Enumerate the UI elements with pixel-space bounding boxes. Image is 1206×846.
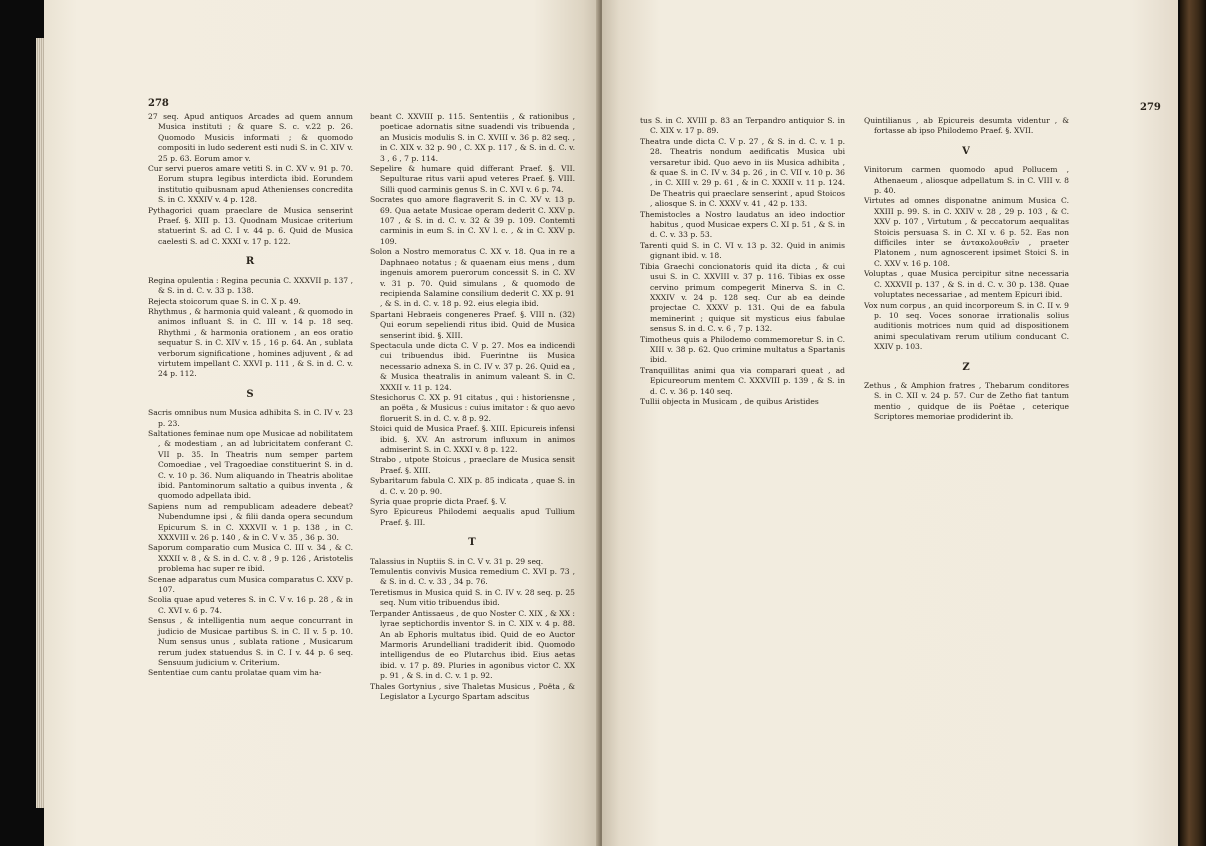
index-entry: tus S. in C. XVIII p. 83 an Terpandro antiquior S. in C. XIX v. 17 p. 89.: [640, 116, 845, 136]
index-entry: Scenae adparatus cum Musica comparatus C. XXV p. 107.: [148, 574, 353, 595]
page-number-left: 278: [148, 98, 169, 109]
index-entry: Sententiae cum cantu prolatae quam vim ha-: [148, 668, 322, 678]
index-entry: Terpander Antissaeus , de quo Noster C. XIX , & XX : lyrae septichordis inventor S. in C. XIX v. 4 p. 88. An ab Ephoris multatus ibid. Quid de eo Auctor Marmoris Arundelliani tradiderit ibid. Quomodo intelligendus de eo Plutarchus ibid. Eius aetas ibid. v. 17 p. 89. Pluries in agonibus victor C. XX p. 91 , & S. in d. C. v. 1 p. 92.: [370, 608, 575, 681]
right-page: [602, 0, 1178, 846]
index-entry: Timotheus quis a Philodemo commemoretur S. in C. XIII v. 38 p. 62. Quo crimine multatus a Spartanis ibid.: [640, 334, 845, 365]
index-section-letter: S: [246, 388, 255, 400]
index-entry: Sacris omnibus num Musica adhibita S. in C. IV v. 23 p. 23.: [148, 408, 353, 428]
index-entry: Syro Epicureus Philodemi aequalis apud Tullium Praef. §. III.: [370, 507, 575, 527]
index-entry: Tullii objecta in Musicam , de quibus Aristides: [640, 396, 819, 406]
index-entry: Saporum comparatio cum Musica C. III v. 34 , & C. XXXII v. 8 , & S. in d. C. v. 8 , 9 p. 126 , Aristotelis problema hac super re ibid.: [148, 543, 353, 574]
index-entry: Voluptas , quae Musica percipitur sitne necessaria C. XXXVII p. 137 , & S. in d. C. v. 30 p. 138. Quae voluptates necessariae , ad mentem Epicuri ibid.: [864, 269, 1069, 300]
index-section-letter: V: [962, 145, 971, 157]
index-entry: Tranquillitas animi qua via comparari queat , ad Epicureorum mentem C. XXXVIII p. 139 , & S. in d. C. v. 36 p. 140 seq.: [640, 365, 845, 396]
page-number-right: 279: [1140, 102, 1161, 113]
index-entry: Quintilianus , ab Epicureis desumta videntur , & fortasse ab ipso Philodemo Praef. §. XVII.: [864, 116, 1069, 136]
index-entry: Tarenti quid S. in C. VI v. 13 p. 32. Quid in animis gignant ibid. v. 18.: [640, 240, 845, 261]
index-entry: Virtutes ad omnes disponatne animum Musica C. XXIII p. 99. S. in C. XXIV v. 28 , 29 p. 103 , & C. XXV p. 107 , Virtutum , & peccatorum aequalitas Stoicis persuasa S. in C. XI v. 6 p. 52. Eas non difficiles inter se ἀντακολουθεῖν , praeter Platonem , num agnoscerent ipsimet Stoici S. in C. XXV v. 16 p. 108.: [864, 196, 1069, 268]
index-entry: Thales Gortynius , sive Thaletas Musicus , Poëta , & Legislator a Lycurgo Spartam adscitus: [370, 681, 575, 701]
index-entry: Rhythmus , & harmonia quid valeant , & quomodo in animos influant S. in C. III v. 14 p. 18 seq. Rhythmi , & harmonia orationem , an eos oratio sequatur S. in C. XIV v. 15 , 16 p. 64. An , sublata verborum significatione , homines adjuvent , & ad virtutem impellant C. XXVI p. 111 , & S. in d. C. v. 24 p. 112.: [148, 306, 353, 379]
index-entry: Talassius in Nuptiis S. in C. V v. 31 p. 29 seq.: [370, 556, 544, 566]
index-entry: Sapiens num ad rempublicam adeadere debeat? Nubendumne ipsi , & filii danda opera secundum Epicurum S. in C. XXXVII v. 1 p. 138 , in C. XXXVIII v. 26 p. 140 , & in C. V v. 35 , 36 p. 30.: [148, 501, 353, 543]
index-section-letter: R: [245, 256, 256, 268]
index-entry: Stesichorus C. XX p. 91 citatus , qui : historiensne , an poëta , & Musicus : cuius imitator : & quo aevo floruerit S. in d. C. v. 8 p. 92.: [370, 392, 575, 423]
index-entry: Sepelire & humare quid differant Praef. §. VII. Sepulturae ritus varii apud veteres Praef. §. VIII. Silli quod carminis genus S. in C. XVI v. 6 p. 74.: [370, 164, 575, 194]
index-entry: Zethus , & Amphion fratres , Thebarum conditores S. in C. XII v. 24 p. 57. Cur de Zetho fiat tantum mentio , quidque de iis Poëtae , ceterique Scriptores memoriae prodiderint ib.: [864, 380, 1069, 422]
index-entry: Themistocles a Nostro laudatus an ideo indoctior habitus , quod Musicae expers C. XI p. 51 , & S. in d. C. v. 33 p. 53.: [640, 209, 845, 240]
index-entry: Vox num corpus , an quid incorporeum S. in C. II v. 9 p. 10 seq. Voces sonorae irrationalis solius auditionis motrices num quid ad dispositionem animi speculativam rerum utilium conducant C. XXIV p. 103.: [864, 300, 1069, 352]
index-entry: Vinitorum carmen quomodo apud Pollucem , Athenaeum , aliosque adpellatum S. in C. VIII v. 8 p. 40.: [864, 165, 1069, 196]
index-entry: Stoici quid de Musica Praef. §. XIII. Epicureis infensi ibid. §. XV. An astrorum influxum in animos admiserint S. in C. XXXI v. 8 p. 122.: [370, 424, 575, 454]
index-entry: Sybaritarum fabula C. XIX p. 85 indicata , quae S. in d. C. v. 20 p. 90.: [370, 476, 575, 496]
index-entry: Theatra unde dicta C. V p. 27 , & S. in d. C. v. 1 p. 28. Theatris nondum aedificatis Musica ubi versaretur ibid. Quo aevo in iis Musica adhibita , & quae S. in C. IV v. 34 p. 26 , in C. VII v. 10 p. 36 , in C. XIII v. 29 p. 61 , & in C. XXXII v. 11 p. 124. De Theatris qui praeclare senserint , apud Stoicos , aliosque S. in C. XXXV v. 41 , 42 p. 133.: [640, 136, 845, 209]
index-entry: Tibia Graechi concionatoris quid ita dicta , & cui usui S. in C. XXVIII v. 37 p. 116. Tibias ex osse cervino primum compegerit Minerva S. in C. XXXIV v. 24 p. 128 seq. Cur ab ea deinde projectae C. XXXV p. 131. Qui de ea fabula meminerint ; quique sit mysticus eius fabulae sensus S. in d. C. v. 6 , 7 p. 132.: [640, 261, 845, 334]
index-entry: Scolia quae apud veteres S. in C. V v. 16 p. 28 , & in C. XVI v. 6 p. 74.: [148, 595, 353, 615]
index-entry: beant C. XXVIII p. 115. Sententiis , & rationibus , poeticae adornatis sitne suadendi vis tribuenda , an Musicis modulis S. in C. XVIII v. 36 p. 82 seq. , in C. XIX v. 32 p. 90 , C. XX p. 117 , & S. in d. C. v. 3 , 6 , 7 p. 114.: [370, 112, 575, 163]
left-page-column-2: [370, 112, 575, 802]
index-entry: Regina opulentia : Regina pecunia C. XXXVII p. 137 , & S. in d. C. v. 33 p. 138.: [148, 275, 353, 296]
index-section-letter: Z: [962, 361, 971, 373]
index-section-letter: T: [468, 537, 477, 549]
index-entry: Strabo , utpote Stoicus , praeclare de Musica sensit Praef. §. XIII.: [370, 455, 575, 475]
index-entry: Spartani Hebraeis congeneres Praef. §. VIII n. (32) Qui eorum sepeliendi ritus ibid. Quid de Musica senserint ibid. §. XIII.: [370, 309, 575, 340]
index-entry: 27 seq. Apud antiquos Arcades ad quem annum Musica instituti ; & quare S. c. v.22 p. 26. Quomodo Musicis informati ; & quomodo compositi in ludo sederent esti nudi S. in C. XIV v. 25 p. 63. Eorum amor v.: [148, 112, 353, 163]
index-entry: Rejecta stoicorum quae S. in C. X p. 49.: [148, 296, 301, 306]
right-page-column-2: [864, 116, 1069, 806]
left-page-column-1: [148, 112, 353, 802]
index-entry: Saltationes feminae num ope Musicae ad nobilitatem , & modestiam , an ad lubricitatem conferant C. VII p. 35. In Theatris num semper partem Comoediae , vel Tragoediae constituerint S. in d. C. v. 10 p. 36. Num aliquando in Theatris abolitae ibid. Pantominorum saltatio a quibus inventa , & quomodo adpellata ibid.: [148, 428, 353, 501]
right-page-column-1: [640, 116, 845, 806]
index-entry: Pythagorici quam praeclare de Musica senserint Praef. §. XIII p. 13. Quodnam Musicae criterium statuerint S. ad C. I v. 44 p. 6. Quid de Musica caelesti S. ad C. XXXI v. 17 p. 122.: [148, 205, 353, 246]
index-entry: Socrates quo amore flagraverit S. in C. XV v. 13 p. 69. Qua aetate Musicae operam dederit C. XXV p. 107 , & S. in d. C. v. 32 & 39 p. 109. Contemti carminis in eum S. in C. XV l. c. , & in C. XXV p. 109.: [370, 195, 575, 246]
index-entry: Temulentis convivis Musica remedium C. XVI p. 73 , & S. in d. C. v. 33 , 34 p. 76.: [370, 567, 575, 587]
index-entry: Teretismus in Musica quid S. in C. IV v. 28 seq. p. 25 seq. Num vitio tribuendus ibid.: [370, 587, 575, 608]
left-page: [44, 0, 600, 846]
index-entry: Spectacula unde dicta C. V p. 27. Mos ea indicendi cui tribuendus ibid. Fuerintne iis Musica necessario adnexa S. in C. IV v. 37 p. 26. Quid ea , & Musica theatralis in animum valeant S. in C. XXXII v. 11 p. 124.: [370, 340, 575, 392]
book-cover-edge: [1180, 0, 1206, 846]
index-entry: Cur servi pueros amare vetiti S. in C. XV v. 91 p. 70. Eorum stupra legibus interdicta ibid. Eorundem institutio quibusnam apud Athenienses concredita S. in C. XXXIV v. 4 p. 128.: [148, 164, 353, 205]
index-entry: Sensus , & intelligentia num aeque concurrant in judicio de Musicae partibus S. in C. II v. 5 p. 10. Num sensus unus , sublata ratione , Musicarum rerum judex statuendus S. in C. I v. 44 p. 6 seq. Sensuum judicium v. Criterium.: [148, 616, 353, 667]
index-entry: Syria quae proprie dicta Praef. §. V.: [370, 497, 507, 507]
index-entry: Solon a Nostro memoratus C. XX v. 18. Qua in re a Daphnaeo notatus ; & quaenam eius mens , dum ingenuis amorem puerorum concessit S. in C. XV v. 31 p. 70. Quid simulans , & quomodo de recipienda Salamine consilium dederit C. XX p. 91 , & S. in d. C. v. 18 p. 92. eius elegia ibid.: [370, 247, 575, 309]
